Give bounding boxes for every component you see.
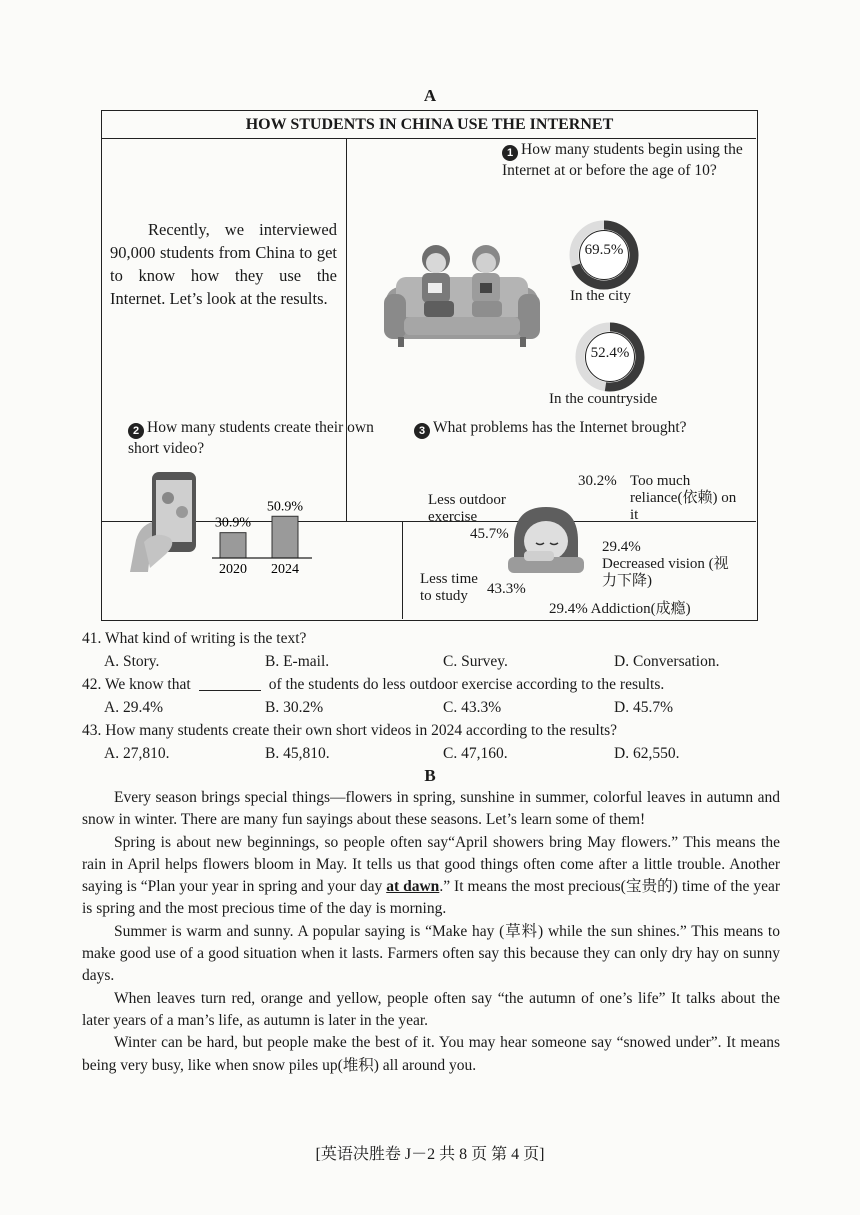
q1-question: How many students begin using the Internet at or before the age of 10?	[502, 141, 743, 179]
question-42	[82, 676, 664, 694]
divider	[346, 138, 347, 522]
reliance-text: Too much reliance(依赖) on it	[630, 473, 737, 523]
q42-stem-after: of the students do less outdoor exercise according to the results.	[268, 676, 665, 693]
q3-question: What problems has the Internet brought?	[433, 419, 687, 436]
q43-option-b: B. 45,810.	[265, 745, 330, 762]
short-video-bar-chart	[212, 476, 332, 576]
q41-option-c: C. Survey.	[443, 653, 508, 670]
countryside-label: In the countryside	[549, 391, 658, 407]
q1-heading	[502, 140, 752, 181]
q2-heading	[128, 418, 378, 459]
q42-option-a: A. 29.4%	[104, 699, 163, 716]
bar-value-label: 30.9%	[214, 515, 252, 531]
phone-in-hand-illustration	[126, 468, 204, 576]
bar-2024	[272, 516, 298, 558]
paragraph-1: Every season brings special things—flowers in spring, sunshine in summer, colorful leaves in autumn and snow in winter. There are many fun sayings about these seasons. Let’s learn some of them!	[82, 789, 780, 829]
paragraph-5: Winter can be hard, but people make the best of it. You may hear someone say “snowed under”. It means being very busy, like when snow piles up(堆积) all around you.	[82, 1034, 780, 1074]
q41-option-a: A. Story.	[104, 653, 160, 670]
bar-2020	[220, 533, 246, 558]
question-41: 41. What kind of writing is the text?	[82, 630, 307, 647]
question-43: 43. How many students create their own short videos in 2024 according to the results?	[82, 722, 618, 739]
study-text: Less time to study	[420, 571, 478, 604]
bar-value-label: 50.9%	[266, 499, 304, 515]
number-three-icon: 3	[414, 423, 430, 439]
students-on-couch-illustration	[384, 239, 540, 351]
infographic-box	[101, 110, 758, 621]
divider	[102, 138, 756, 139]
study-percent: 43.3%	[487, 581, 526, 597]
city-value: 69.5%	[584, 242, 624, 258]
number-two-icon: 2	[128, 423, 144, 439]
reliance-percent: 30.2%	[578, 473, 617, 489]
outdoor-exercise-text: Less outdoor exercise	[428, 492, 506, 525]
city-label: In the city	[570, 288, 631, 304]
bar-year-label: 2020	[219, 562, 247, 576]
vision-text: Decreased vision (视力下降)	[602, 556, 729, 589]
paragraph-3: Summer is warm and sunny. A popular saying is “Make hay (草料) while the sun shines.” This means to make good use of a good situation when it lasts. Farmers often say this because they can only dry hay on sunny days.	[82, 922, 780, 985]
q2-question: How many students create their own short video?	[128, 419, 374, 457]
divider	[402, 521, 403, 619]
paragraph-2-part-1: Spring is about new beginnings, so people often say“April showers bring May flowers.” This means the rain in April helps flowers bloom in May. It tells us that good things often come after a little trouble. Another saying is “Plan your year in spring and your day	[82, 833, 780, 896]
vision-percent: 29.4%	[602, 539, 641, 555]
at-dawn-phrase: at dawn	[386, 878, 440, 896]
bar-year-label: 2024	[271, 562, 299, 576]
addiction-text: 29.4% Addiction(成瘾)	[549, 601, 691, 617]
q43-option-a: A. 27,810.	[104, 745, 170, 762]
countryside-value: 52.4%	[590, 345, 630, 361]
outdoor-exercise-percent: 45.7%	[470, 526, 509, 542]
infographic-title: HOW STUDENTS IN CHINA USE THE INTERNET	[245, 116, 614, 133]
section-b-letter: B	[424, 766, 436, 785]
page-footer: [英语决胜卷 J－2 共 8 页 第 4 页]	[315, 1146, 545, 1163]
number-one-icon: 1	[502, 145, 518, 161]
paragraph-2-part-2: .” It means the most precious(宝贵的) time of the year is spring and the most precious time of the day is morning.	[82, 878, 780, 918]
q42-stem-before: 42. We know that	[82, 676, 191, 693]
q41-option-b: B. E-mail.	[265, 653, 330, 670]
paragraph-4: When leaves turn red, orange and yellow, people often say “the autumn of one’s life” It talks about the later years of a man’s life, as autumn is later in the year.	[82, 989, 780, 1029]
q3-heading	[414, 418, 744, 439]
q42-option-b: B. 30.2%	[265, 699, 324, 716]
q42-option-d: D. 45.7%	[614, 699, 673, 716]
intro-text: Recently, we interviewed 90,000 students from China to get to know how they use the Internet. Let’s look at the results.	[110, 220, 337, 308]
q41-option-d: D. Conversation.	[614, 653, 720, 670]
answer-blank	[199, 676, 261, 691]
paragraph-2	[82, 832, 780, 921]
q43-option-c: C. 47,160.	[443, 745, 508, 762]
section-a-letter: A	[423, 86, 437, 105]
q42-option-c: C. 43.3%	[443, 699, 502, 716]
q43-option-d: D. 62,550.	[614, 745, 680, 762]
passage-b	[82, 787, 780, 1077]
